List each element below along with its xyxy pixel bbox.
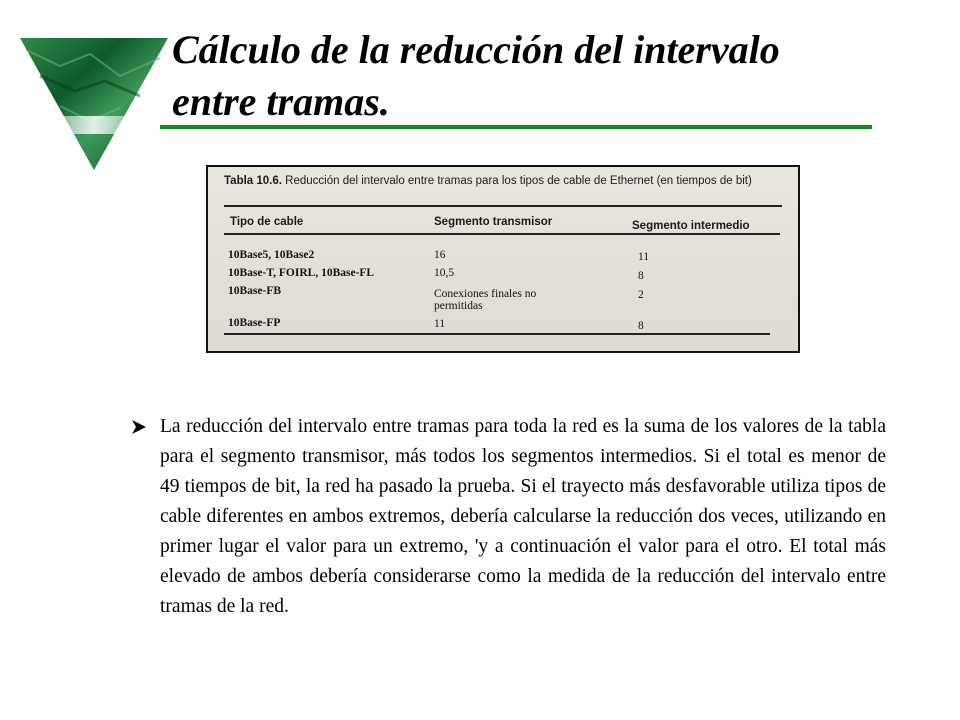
row-2-transmisor: 10,5 — [434, 267, 455, 279]
arrow-bullet-icon — [130, 418, 148, 436]
row-1-transmisor: 16 — [434, 249, 446, 261]
table-bottom-rule — [224, 333, 770, 335]
row-1-intermedio: 11 — [638, 251, 650, 263]
table-top-rule — [224, 205, 782, 207]
row-3-transmisor: Conexiones finales no permitidas — [434, 288, 537, 312]
slide-title — [172, 24, 892, 128]
table-caption-label: Tabla 10.6. — [224, 175, 282, 187]
bullet-paragraph: La reducción del intervalo entre tramas para toda la red es la suma de los valores de la tabla para el segmento transmisor, más todos los segmentos intermedios. Si el total es menor de 49 tiempos de bit, la red ha pasado la prueba. Si el trayecto más desfavorable utiliza tipos de cable diferentes en ambos extremos, debería calcularse la reducción dos veces, utilizando en primer lugar el valor para un extremo, 'y a continuación el valor para el otro. El total más elevado de ambos debería considerarse como la medida de la reducción del intervalo entre tramas de la red. — [160, 416, 886, 617]
table-caption — [224, 175, 784, 188]
row-3-intermedio: 2 — [638, 289, 644, 301]
row-4-transmisor: 11 — [434, 318, 446, 330]
scanned-table — [206, 165, 800, 353]
header-segmento-intermedio: Segmento intermedio — [632, 220, 750, 232]
table-caption-text: Reducción del intervalo entre tramas para los tipos de cable de Ethernet (en tiempos de bit) — [285, 175, 752, 187]
title-underline — [160, 125, 872, 129]
row-2-intermedio: 8 — [638, 270, 644, 282]
row-1-cable: 10Base5, 10Base2 — [228, 249, 315, 261]
title-line-2: entre tramas. — [172, 79, 390, 124]
header-tipo-de-cable: Tipo de cable — [230, 216, 304, 228]
row-4-intermedio: 8 — [638, 320, 644, 332]
row-2-cable: 10Base-T, FOIRL, 10Base-FL — [228, 267, 375, 279]
header-segmento-transmisor: Segmento transmisor — [434, 216, 553, 228]
table-header-rule — [224, 233, 780, 235]
title-line-1: Cálculo de la reducción del intervalo — [172, 27, 780, 72]
row-4-cable: 10Base-FP — [228, 317, 281, 329]
green-triangle-logo-icon — [20, 36, 168, 172]
row-3-cable: 10Base-FB — [228, 285, 282, 297]
